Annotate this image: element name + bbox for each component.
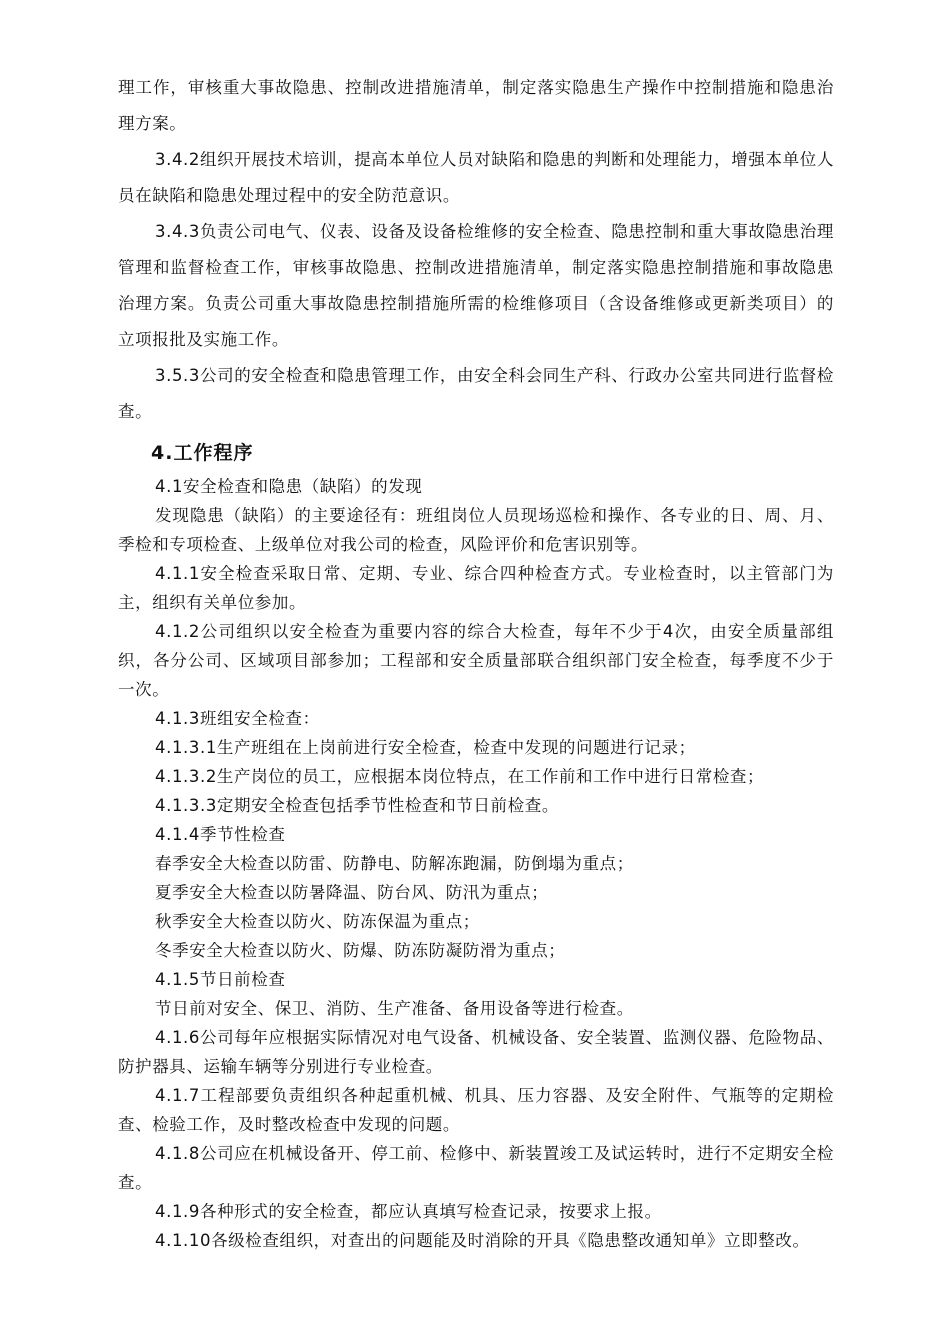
seasonal-spring: 春季安全大检查以防雷、防静电、防解冻跑漏，防倒塌为重点； bbox=[155, 854, 634, 873]
clause-4-1-1: 4.1.1安全检查采取日常、定期、专业、综合四种检查方式。专业检查时，以主管部门为主，组织有关单位参加。 bbox=[118, 564, 834, 612]
clause-4-1-6: 4.1.6公司每年应根据实际情况对电气设备、机械设备、安全装置、监测仪器、危险物品、防护器具、运输车辆等分别进行专业检查。 bbox=[118, 1028, 834, 1076]
clause-4-1-8: 4.1.8公司应在机械设备开、停工前、检修中、新装置竣工及试运转时，进行不定期安全检查。 bbox=[118, 1144, 834, 1192]
subsection-4-1-title: 4.1安全检查和隐患（缺陷）的发现 bbox=[155, 477, 423, 496]
clause-4-1-3: 4.1.3班组安全检查： bbox=[155, 709, 320, 728]
clause-4-1-3-1: 4.1.3.1生产班组在上岗前进行安全检查，检查中发现的问题进行记录； bbox=[155, 738, 696, 757]
paragraph-3-5-3: 3.5.3公司的安全检查和隐患管理工作，由安全科会同生产科、行政办公室共同进行监督检查。 bbox=[118, 366, 834, 421]
clause-4-1-7: 4.1.7工程部要负责组织各种起重机械、机具、压力容器、及安全附件、气瓶等的定期检查、检验工作，及时整改检查中发现的问题。 bbox=[118, 1086, 834, 1134]
section-heading-4: 4.工作程序 bbox=[151, 442, 254, 464]
clause-4-1-3-2: 4.1.3.2生产岗位的员工，应根据本岗位特点，在工作前和工作中进行日常检查； bbox=[155, 767, 765, 786]
seasonal-winter: 冬季安全大检查以防火、防爆、防冻防凝防滑为重点； bbox=[155, 941, 566, 960]
clause-4-1-9: 4.1.9各种形式的安全检查，都应认真填写检查记录，按要求上报。 bbox=[155, 1202, 662, 1221]
clause-4-1-5: 4.1.5节日前检查 bbox=[155, 970, 286, 989]
clause-4-1-3-3: 4.1.3.3定期安全检查包括季节性检查和节日前检查。 bbox=[155, 796, 559, 815]
subsection-4-1-body: 发现隐患（缺陷）的主要途径有：班组岗位人员现场巡检和操作、各专业的日、周、月、季检和专项检查、上级单位对我公司的检查，风险评价和危害识别等。 bbox=[118, 506, 834, 554]
clause-4-1-4: 4.1.4季节性检查 bbox=[155, 825, 286, 844]
clause-4-1-2: 4.1.2公司组织以安全检查为重要内容的综合大检查，每年不少于4次，由安全质量部组织，各分公司、区域项目部参加；工程部和安全质量部联合组织部门安全检查，每季度不少于一次。 bbox=[118, 622, 834, 699]
seasonal-autumn: 秋季安全大检查以防火、防冻保温为重点； bbox=[155, 912, 480, 931]
document-body bbox=[118, 70, 834, 1255]
seasonal-summer: 夏季安全大检查以防暑降温、防台风、防汛为重点； bbox=[155, 883, 549, 902]
paragraph-continued: 理工作，审核重大事故隐患、控制改进措施清单，制定落实隐患生产操作中控制措施和隐患治理方案。 bbox=[118, 78, 834, 133]
clause-4-1-10: 4.1.10各级检查组织，对查出的问题能及时消除的开具《隐患整改通知单》立即整改。 bbox=[155, 1231, 810, 1250]
paragraph-3-4-3: 3.4.3负责公司电气、仪表、设备及设备检维修的安全检查、隐患控制和重大事故隐患治理管理和监督检查工作，审核事故隐患、控制改进措施清单，制定落实隐患控制措施和事故隐患治理方案。负责公司重大事故隐患控制措施所需的检维修项目（含设备维修或更新类项目）的立项报批及实施工作。 bbox=[118, 222, 834, 349]
paragraph-3-4-2: 3.4.2组织开展技术培训，提高本单位人员对缺陷和隐患的判断和处理能力，增强本单位人员在缺陷和隐患处理过程中的安全防范意识。 bbox=[118, 150, 834, 205]
clause-4-1-5-body: 节日前对安全、保卫、消防、生产准备、备用设备等进行检查。 bbox=[155, 999, 634, 1018]
